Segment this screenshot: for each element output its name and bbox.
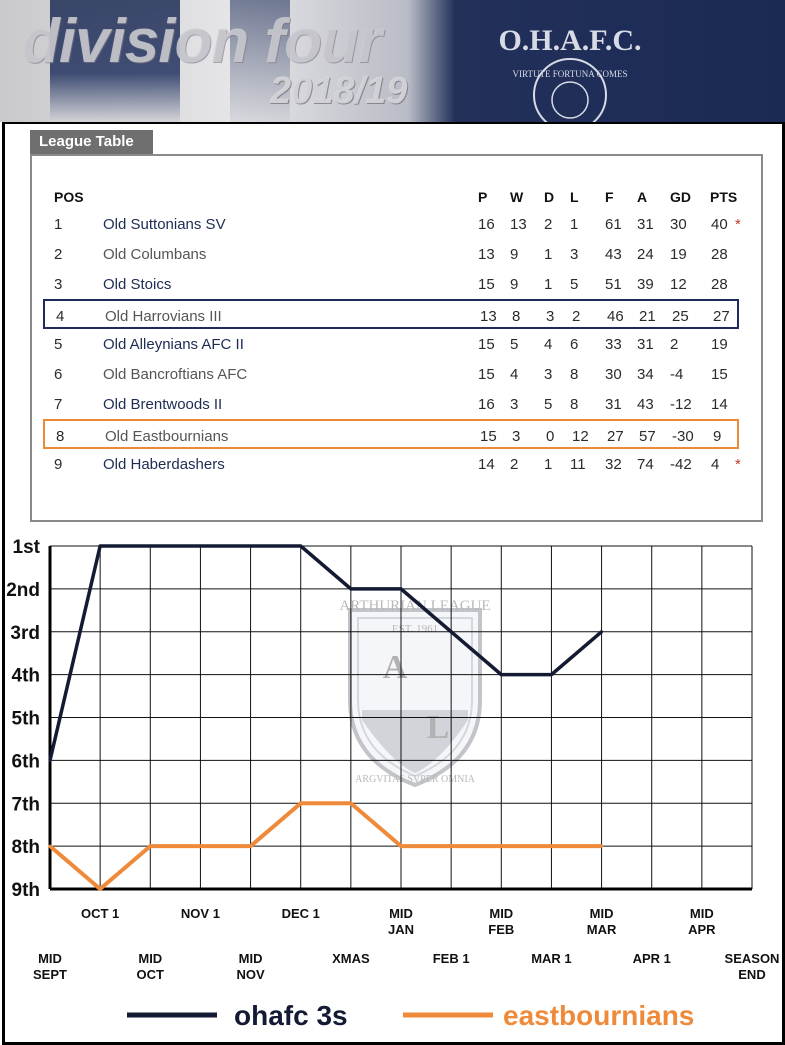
data-point — [600, 630, 603, 633]
series-line-ohafc — [50, 546, 602, 760]
x-tick-label: MAR — [586, 922, 617, 937]
cell-a: 43 — [637, 396, 654, 413]
x-tick-label: MID — [589, 906, 614, 921]
cell-pts: 40 — [711, 216, 728, 233]
col-d: D — [544, 189, 555, 205]
cell-pts: 28 — [711, 276, 728, 293]
x-tick-label: SEPT — [33, 967, 67, 982]
cell-l: 8 — [570, 366, 579, 383]
cell-pts: 27 — [713, 308, 730, 325]
cell-p: 14 — [478, 456, 495, 473]
cell-p: 13 — [478, 246, 495, 263]
data-point — [249, 845, 252, 848]
position-chart — [0, 530, 785, 1045]
cell-a: 21 — [639, 308, 656, 325]
cell-gd: 19 — [670, 246, 687, 263]
cell-pos: 8 — [56, 428, 65, 445]
cell-d: 3 — [544, 366, 553, 383]
cell-gd: 2 — [670, 336, 679, 353]
team-name[interactable]: Old Stoics — [103, 276, 172, 293]
cell-a: 24 — [637, 246, 654, 263]
cell-w: 9 — [510, 276, 519, 293]
cell-pts: 15 — [711, 366, 728, 383]
crest-motto: VIRTUTE FORTUNA COMES — [512, 69, 628, 79]
cell-p: 15 — [480, 428, 497, 445]
x-tick-label: MID — [238, 951, 263, 966]
cell-f: 30 — [605, 366, 622, 383]
x-tick-label: MID — [138, 951, 163, 966]
col-l: L — [570, 189, 579, 205]
cell-f: 61 — [605, 216, 622, 233]
x-tick-label: OCT 1 — [80, 906, 120, 921]
data-point — [400, 845, 403, 848]
table-row — [42, 239, 740, 269]
data-point — [400, 587, 403, 590]
cell-a: 57 — [639, 428, 656, 445]
data-point — [600, 845, 603, 848]
cell-l: 8 — [570, 396, 579, 413]
cell-p: 15 — [478, 336, 495, 353]
x-tick-label: OCT — [136, 967, 165, 982]
data-point — [299, 802, 302, 805]
x-tick-label: END — [738, 967, 766, 982]
cell-a: 74 — [637, 456, 654, 473]
cell-gd: -30 — [672, 428, 694, 445]
cell-pts: 4 — [711, 456, 720, 473]
cell-pts: 28 — [711, 246, 728, 263]
cell-pos: 9 — [54, 456, 63, 473]
cell-gd: -12 — [670, 396, 692, 413]
data-point — [149, 845, 152, 848]
cell-a: 31 — [637, 216, 654, 233]
x-tick-label: FEB 1 — [432, 951, 470, 966]
cell-pos: 7 — [54, 396, 63, 413]
cell-p: 16 — [478, 396, 495, 413]
league-watermark-logo — [339, 598, 490, 785]
y-tick-label: 5th — [11, 708, 40, 730]
league-table-header — [42, 182, 740, 212]
x-tick-label: DEC 1 — [281, 906, 320, 921]
data-point — [49, 845, 52, 848]
cell-a: 34 — [637, 366, 654, 383]
cell-p: 15 — [478, 366, 495, 383]
y-tick-label: 2nd — [6, 579, 40, 601]
y-tick-label: 8th — [11, 837, 40, 859]
cell-d: 3 — [546, 308, 555, 325]
cell-d: 2 — [544, 216, 553, 233]
data-point — [149, 545, 152, 548]
cell-a: 39 — [637, 276, 654, 293]
y-tick-label: 3rd — [10, 622, 40, 644]
team-name[interactable]: Old Bancroftians AFC — [103, 366, 248, 383]
watermark-letter-a: A — [382, 649, 408, 686]
x-tick-label: MID — [389, 906, 413, 921]
table-row — [42, 359, 740, 389]
cell-w: 2 — [510, 456, 519, 473]
y-tick-label: 7th — [11, 794, 40, 816]
col-p: P — [478, 189, 488, 205]
cell-gd: -42 — [670, 456, 692, 473]
x-tick-label: MID — [38, 951, 62, 966]
table-row — [42, 389, 740, 419]
cell-w: 3 — [510, 396, 519, 413]
table-row — [42, 269, 740, 299]
x-tick-label: NOV 1 — [180, 906, 220, 921]
data-point — [99, 888, 102, 891]
watermark-letter-l: L — [426, 709, 450, 746]
team-name[interactable]: Old Eastbournians — [105, 428, 229, 445]
cell-f: 31 — [605, 396, 622, 413]
cell-f: 27 — [607, 428, 624, 445]
x-tick-label: APR 1 — [632, 951, 671, 966]
data-point — [550, 673, 553, 676]
note-marker: * — [735, 456, 741, 473]
data-point — [49, 759, 52, 762]
y-tick-label: 9th — [11, 880, 40, 901]
x-tick-label: FEB — [488, 922, 515, 937]
cell-gd: 30 — [670, 216, 687, 233]
cell-a: 31 — [637, 336, 654, 353]
x-tick-label: NOV — [236, 967, 265, 982]
data-point — [199, 845, 202, 848]
cell-d: 1 — [544, 246, 553, 263]
team-name[interactable]: Old Suttonians SV — [103, 216, 226, 233]
cell-pos: 2 — [54, 246, 63, 263]
cell-w: 9 — [510, 246, 519, 263]
header-banner — [0, 0, 785, 122]
cell-f: 43 — [605, 246, 622, 263]
data-point — [450, 630, 453, 633]
cell-p: 13 — [480, 308, 497, 325]
table-row — [43, 299, 739, 329]
cell-pts: 19 — [711, 336, 728, 353]
x-tick-label: SEASON — [724, 951, 780, 966]
x-tick-label: MAR 1 — [531, 951, 572, 966]
data-point — [99, 545, 102, 548]
data-point — [349, 802, 352, 805]
data-point — [199, 545, 202, 548]
data-point — [550, 845, 553, 848]
cell-p: 16 — [478, 216, 495, 233]
y-tick-label: 4th — [11, 665, 40, 687]
cell-pos: 6 — [54, 366, 63, 383]
team-name[interactable]: Old Columbans — [103, 246, 207, 263]
col-a: A — [637, 189, 648, 205]
data-point — [349, 587, 352, 590]
cell-d: 4 — [544, 336, 553, 353]
x-tick-label: MID — [489, 906, 514, 921]
data-point — [450, 845, 453, 848]
y-tick-label: 6th — [11, 751, 40, 773]
cell-w: 4 — [510, 366, 519, 383]
col-gd: GD — [670, 189, 691, 205]
y-tick-label: 1st — [12, 537, 40, 558]
x-tick-label: MID — [689, 906, 714, 921]
watermark-est: EST. 1961 — [391, 623, 439, 635]
cell-d: 1 — [544, 456, 553, 473]
col-pts: PTS — [710, 189, 738, 205]
cell-gd: -4 — [670, 366, 684, 383]
watermark-top-text: ARTHURIAN LEAGUE — [339, 598, 491, 614]
team-name[interactable]: Old Haberdashers — [103, 456, 225, 473]
cell-pos: 5 — [54, 336, 63, 353]
data-point — [500, 845, 503, 848]
table-row — [42, 329, 740, 359]
x-tick-label: JAN — [387, 922, 415, 937]
cell-pts: 14 — [711, 396, 728, 413]
legend-label: ohafc 3s — [234, 1000, 348, 1031]
x-tick-label: APR — [688, 922, 716, 937]
cell-w: 8 — [512, 308, 521, 325]
cell-f: 46 — [607, 308, 624, 325]
team-name[interactable]: Old Harrovians III — [105, 308, 222, 325]
table-row — [42, 209, 740, 239]
table-row — [42, 449, 740, 479]
club-crest-icon — [470, 0, 670, 122]
cell-pos: 4 — [56, 308, 65, 325]
cell-gd: 12 — [670, 276, 687, 293]
cell-l: 2 — [572, 308, 581, 325]
league-table-tab[interactable]: League Table — [30, 130, 153, 154]
cell-w: 13 — [510, 216, 527, 233]
cell-l: 11 — [570, 456, 586, 473]
x-tick-label: XMAS — [332, 951, 370, 966]
banner-season: 2018/19 — [270, 70, 408, 112]
cell-pos: 1 — [54, 216, 63, 233]
cell-f: 33 — [605, 336, 622, 353]
data-point — [299, 545, 302, 548]
cell-f: 51 — [605, 276, 622, 293]
crest-text: O.H.A.F.C. — [498, 24, 642, 57]
data-point — [249, 545, 252, 548]
note-marker: * — [735, 216, 741, 233]
cell-gd: 25 — [672, 308, 689, 325]
data-point — [500, 673, 503, 676]
cell-f: 32 — [605, 456, 622, 473]
table-row — [43, 419, 739, 449]
legend-label: eastbournians — [503, 1000, 695, 1031]
cell-pos: 3 — [54, 276, 63, 293]
cell-l: 6 — [570, 336, 579, 353]
cell-pts: 9 — [713, 428, 722, 445]
watermark-motto: ARGVITAS SVPER OMNIA — [355, 774, 475, 785]
cell-d: 1 — [544, 276, 553, 293]
banner-title: division four — [22, 7, 381, 76]
cell-l: 3 — [570, 246, 579, 263]
team-name[interactable]: Old Brentwoods II — [103, 396, 223, 413]
cell-l: 1 — [570, 216, 579, 233]
cell-d: 5 — [544, 396, 553, 413]
col-w: W — [510, 189, 524, 205]
cell-l: 5 — [570, 276, 579, 293]
cell-w: 5 — [510, 336, 519, 353]
col-f: F — [605, 189, 614, 205]
team-name[interactable]: Old Alleynians AFC II — [103, 336, 244, 353]
cell-p: 15 — [478, 276, 495, 293]
cell-d: 0 — [546, 428, 555, 445]
col-pos: POS — [54, 189, 84, 205]
cell-l: 12 — [572, 428, 589, 445]
cell-w: 3 — [512, 428, 521, 445]
